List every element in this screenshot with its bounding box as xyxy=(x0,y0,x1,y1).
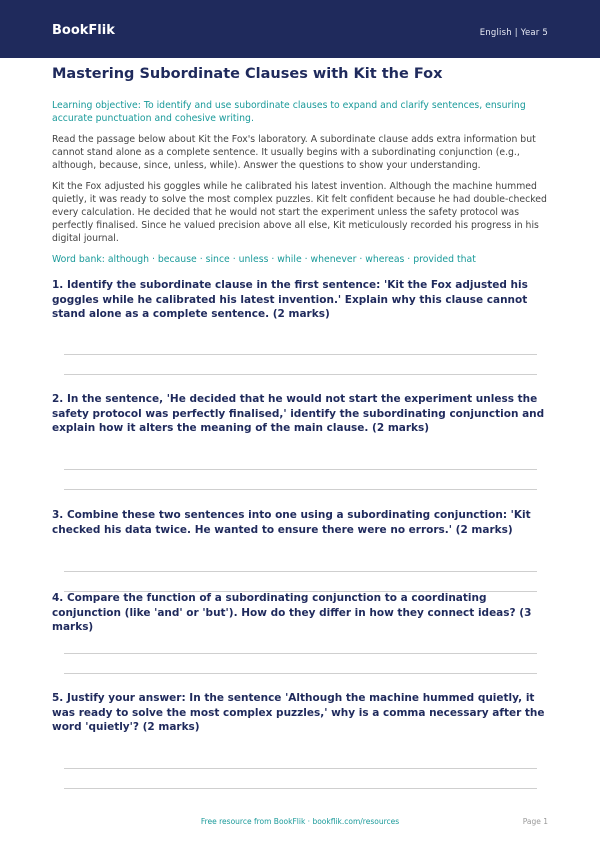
brand-logo-text[interactable]: BookFlik xyxy=(52,23,115,38)
answer-line[interactable] xyxy=(64,469,537,470)
page-title: Mastering Subordinate Clauses with Kit the Fox xyxy=(52,66,443,82)
passage-text: Kit the Fox adjusted his goggles while he calibrated his latest invention. Although the machine hummed quietly, it was ready to solve the most complex puzzles. Kit felt confident because he had double-checked every calculation. He decided that he would not start the experiment unless the safety protocol was perfectly finalised. Since he valued precision above all else, Kit meticulously recorded his progress in his digital journal. xyxy=(52,181,547,244)
answer-line[interactable] xyxy=(64,571,537,572)
answer-line[interactable] xyxy=(64,673,537,674)
page-number: Page 1 xyxy=(522,817,548,826)
subject-year-label: English | Year 5 xyxy=(479,28,548,38)
learning-objective: Learning objective: To identify and use subordinate clauses to expand and clarify sentences, ensuring accurate punctuation and cohesive writing. xyxy=(52,100,526,124)
question-4: 4. Compare the function of a subordinating conjunction to a coordinating conjunction (like 'and' or 'but'). How do they differ in how they connect ideas? (3 marks) xyxy=(52,592,532,634)
question-3: 3. Combine these two sentences into one using a subordinating conjunction: 'Kit checked his data twice. He wanted to ensure there were no errors.' (2 marks) xyxy=(52,509,531,536)
answer-line[interactable] xyxy=(64,768,537,769)
answer-line[interactable] xyxy=(64,489,537,490)
footer-credit[interactable]: Free resource from BookFlik · bookflik.com/resources xyxy=(200,817,400,826)
question-1: 1. Identify the subordinate clause in the first sentence: 'Kit the Fox adjusted his goggles while he calibrated his latest invention.' Explain why this clause cannot stand alone as a complete sentence. (2 marks) xyxy=(52,279,528,321)
answer-line[interactable] xyxy=(64,354,537,355)
answer-line[interactable] xyxy=(64,653,537,654)
answer-line[interactable] xyxy=(64,788,537,789)
instructions-text: Read the passage below about Kit the Fox's laboratory. A subordinate clause adds extra information but cannot stand alone as a complete sentence. It usually begins with a subordinating conjunction (e.g., although, because, since, unless, while). Answer the questions to show your understanding. xyxy=(52,134,536,171)
question-5: 5. Justify your answer: In the sentence 'Although the machine hummed quietly, it was ready to solve the most complex puzzles,' why is a comma necessary after the word 'quietly'? (2 marks) xyxy=(52,692,545,734)
word-bank: Word bank: although · because · since · unless · while · whenever · whereas · provided that xyxy=(52,254,476,265)
question-2: 2. In the sentence, 'He decided that he would not start the experiment unless the safety protocol was perfectly finalised,' identify the subordinating conjunction and explain how it alters the meaning of the main clause. (2 marks) xyxy=(52,393,545,435)
answer-line[interactable] xyxy=(64,374,537,375)
worksheet-intro xyxy=(52,66,548,265)
header-bar xyxy=(0,0,600,58)
